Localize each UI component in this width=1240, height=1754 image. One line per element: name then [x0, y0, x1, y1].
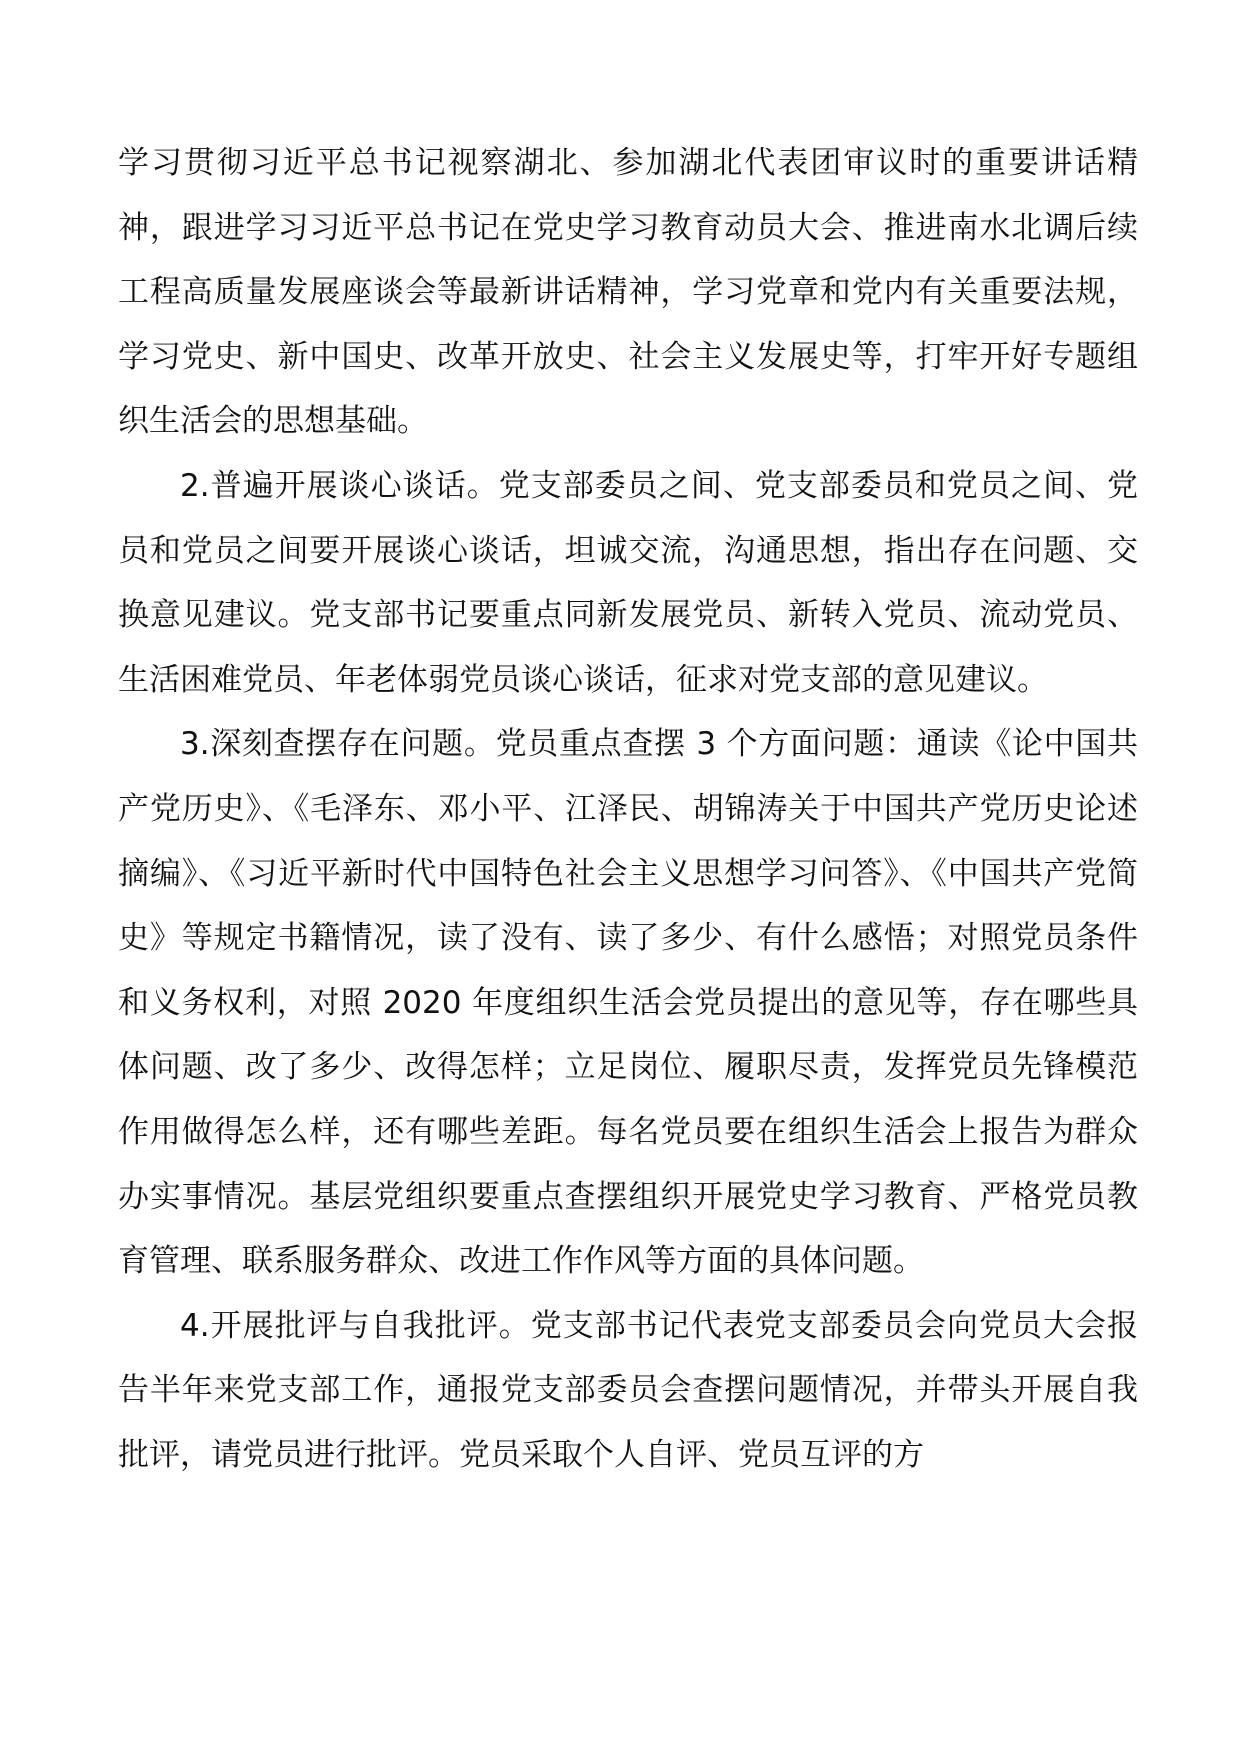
document-body — [118, 131, 1138, 1487]
paragraph-study-intro: 学习贯彻习近平总书记视察湖北、参加湖北代表团审议时的重要讲话精神，跟进学习习近平总书记在党史学习教育动员大会、推进南水北调后续工程高质量发展座谈会等最新讲话精神，学习党章和党内有关重要法规，学习党史、新中国史、改革开放史、社会主义发展史等，打牢开好专题组织生活会的思想基础。 — [118, 145, 1138, 440]
paragraph-heart-to-heart-talks: 2.普遍开展谈心谈话。党支部委员之间、党支部委员和党员之间、党员和党员之间要开展谈心谈话，坦诚交流，沟通思想，指出存在问题、交换意见建议。党支部书记要重点同新发展党员、新转入党员、流动党员、生活困难党员、年老体弱党员谈心谈话，征求对党支部的意见建议。 — [118, 467, 1138, 698]
paragraph-criticism-self-criticism: 4.开展批评与自我批评。党支部书记代表党支部委员会向党员大会报告半年来党支部工作，通报党支部委员会查摆问题情况，并带头开展自我批评，请党员进行批评。党员采取个人自评、党员互评的方 — [118, 1307, 1138, 1473]
paragraph-identify-problems: 3.深刻查摆存在问题。党员重点查摆 3 个方面问题：通读《论中国共产党历史》、《毛泽东、邓小平、江泽民、胡锦涛关于中国共产党历史论述摘编》、《习近平新时代中国特色社会主义思想学习问答》、《中国共产党简史》等规定书籍情况，读了没有、读了多少、有什么感悟；对照党员条件和义务权利，对照 2020 年度组织生活会党员提出的意见等，存在哪些具体问题、改了多少、改得怎样；立足岗位、履职尽责，发挥党员先锋模范作用做得怎么样，还有哪些差距。每名党员要在组织生活会上报告为群众办实事情况。基层党组织要重点查摆组织开展党史学习教育、严格党员教育管理、联系服务群众、改进工作作风等方面的具体问题。 — [118, 726, 1138, 1280]
